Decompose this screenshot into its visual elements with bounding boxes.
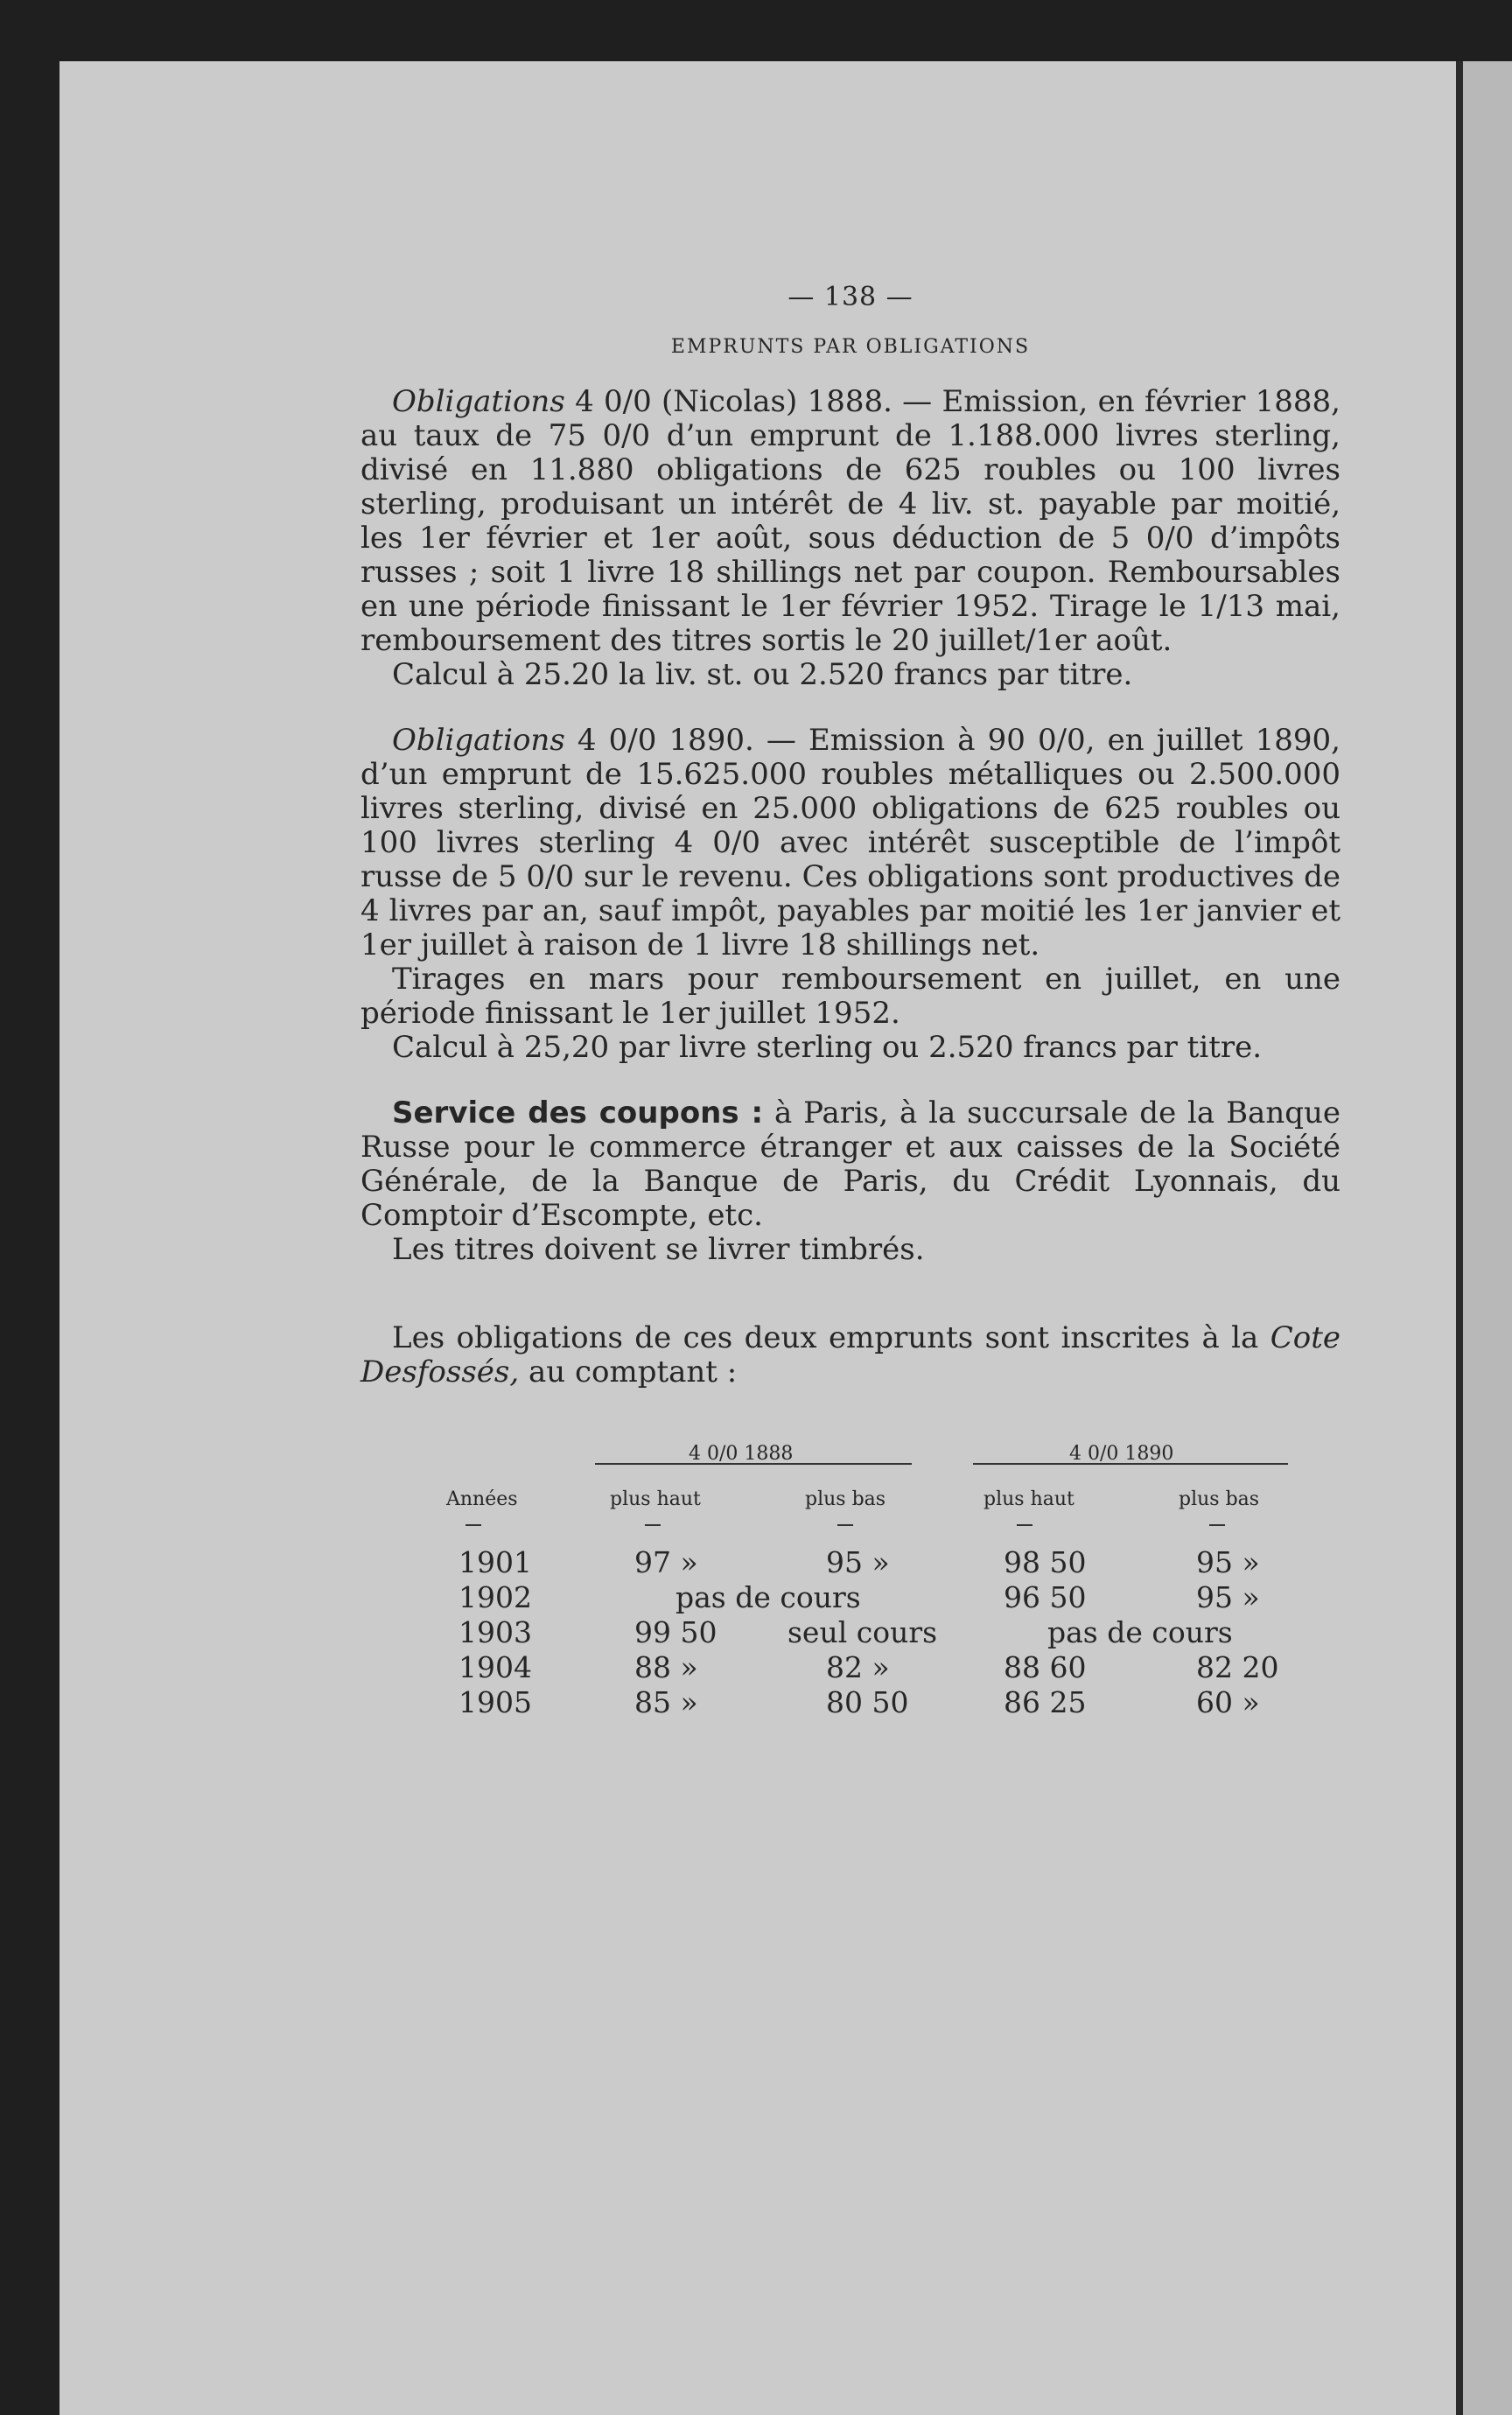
paragraph-lead: Service des coupons : (392, 1096, 764, 1130)
header-dash (1017, 1524, 1032, 1526)
table-cell-high-1888: 97 » (634, 1545, 698, 1579)
table-cell-low-1888: 82 » (826, 1650, 890, 1684)
page-content (360, 280, 1340, 1726)
table-cell-span-1888: pas de cours (676, 1580, 861, 1614)
table-cell-low-1888: 95 » (826, 1545, 890, 1579)
paragraph-text: 4 0/0 1890. — Emission à 90 0/0, en juillet 1890, d’un emprunt de 15.625.000 roubles métalliques ou 2.500.000 livres sterling, divisé en 25.000 obligations de 625 roubles ou 100 livres sterling 4 0/0 avec intérêt susceptible de l’impôt russe de 5 0/0 sur le revenu. Ces obligations sont productives de 4 livres par an, sauf impôt, payables par moitié les 1er janvier et 1er juillet à raison de 1 livre 18 shillings net. (360, 723, 1340, 962)
paragraph-obligations-1890 (360, 724, 1340, 962)
brace-1888 (595, 1463, 912, 1477)
table-cell-high-1890: 88 60 (1004, 1650, 1087, 1684)
table-cell-high-1890: 98 50 (1004, 1545, 1087, 1579)
paragraph-lead: Obligations (392, 384, 565, 419)
table-cell-year: 1902 (458, 1580, 532, 1614)
table-cell-high-1888: 85 » (634, 1685, 698, 1719)
group-header-1890: 4 0/0 1890 (1069, 1443, 1174, 1465)
header-dash (1209, 1524, 1225, 1526)
paragraph-calcul-1890: Calcul à 25,20 par livre sterling ou 2.520 francs par titre. (392, 1030, 1263, 1065)
table-cell-low-1890: 95 » (1196, 1580, 1260, 1614)
facing-page-edge (1463, 61, 1512, 2415)
table-cell-high-1888: 88 » (634, 1650, 698, 1684)
table-cell-low-1890: 60 » (1196, 1685, 1260, 1719)
paragraph-titres: Les titres doivent se livrer timbrés. (392, 1232, 925, 1267)
table-cell-low-1888: 80 50 (826, 1685, 909, 1719)
table-cell-year: 1904 (458, 1650, 532, 1684)
quotation-table (360, 1437, 1340, 1726)
table-cell-year: 1903 (458, 1615, 532, 1649)
paragraph-text: 4 0/0 (Nicolas) 1888. — Emission, en février 1888, au taux de 75 0/0 d’un emprunt de 1.188.000 livres sterling, divisé en 11.880 obligations de 625 roubles ou 100 livres sterling, produisant un intérêt de 4 liv. st. payable par moitié, les 1er février et 1er août, sous déduction de 5 0/0 d’impôts russes ; soit 1 livre 18 shillings net par coupon. Remboursables en une période finissant le 1er février 1952. Tirage le 1/13 mai, remboursement des titres sortis le 20 juillet/1er août. (360, 384, 1340, 658)
table-cell-low-1890: 82 20 (1196, 1650, 1279, 1684)
table-cell-high-1888: 99 50 (634, 1615, 718, 1649)
group-header-1888: 4 0/0 1888 (689, 1443, 794, 1465)
paragraph-cote (360, 1321, 1340, 1390)
table-cell-year: 1901 (458, 1545, 532, 1579)
paragraph-text-end: au comptant : (528, 1354, 738, 1390)
header-years: Années (446, 1488, 518, 1510)
paragraph-service-coupons (360, 1096, 1340, 1233)
paragraph-text: à Paris, à la succursale de la Banque Russe pour le commerce étranger et aux caisses de la Société Générale, de la Banque de Paris, du Crédit Lyonnais, du Comptoir d’Escompte, etc. (360, 1096, 1341, 1233)
brace-1890 (973, 1463, 1288, 1477)
header-low-1890: plus bas (1179, 1488, 1260, 1510)
header-dash (837, 1524, 853, 1526)
header-high-1890: plus haut (984, 1488, 1074, 1510)
header-dash (466, 1524, 481, 1526)
header-dash (645, 1524, 661, 1526)
paragraph-obligations-1888 (360, 385, 1340, 658)
header-high-1888: plus haut (610, 1488, 701, 1510)
table-cell-low-1890: 95 » (1196, 1545, 1260, 1579)
table-cell-year: 1905 (458, 1685, 532, 1719)
paragraph-lead: Obligations (392, 723, 565, 758)
paragraph-tirages: Tirages en mars pour remboursement en juillet, en une période finissant le 1er juillet 1952. (360, 962, 1340, 1031)
table-cell-high-1890: 86 25 (1004, 1685, 1087, 1719)
table-cell-high-1890: 96 50 (1004, 1580, 1087, 1614)
paragraph-calcul-1888: Calcul à 25.20 la liv. st. ou 2.520 francs par titre. (392, 657, 1133, 692)
page-number: — 138 — (788, 282, 914, 312)
section-title: EMPRUNTS PAR OBLIGATIONS (670, 336, 1031, 358)
publication-name: Cote Desfossés, (360, 1320, 1341, 1390)
table-cell-low-1888: seul cours (788, 1615, 938, 1649)
paragraph-text: Les obligations de ces deux emprunts sont inscrites à la (392, 1320, 1259, 1355)
table-cell-span-1890: pas de cours (1047, 1615, 1233, 1649)
header-low-1888: plus bas (805, 1488, 886, 1510)
